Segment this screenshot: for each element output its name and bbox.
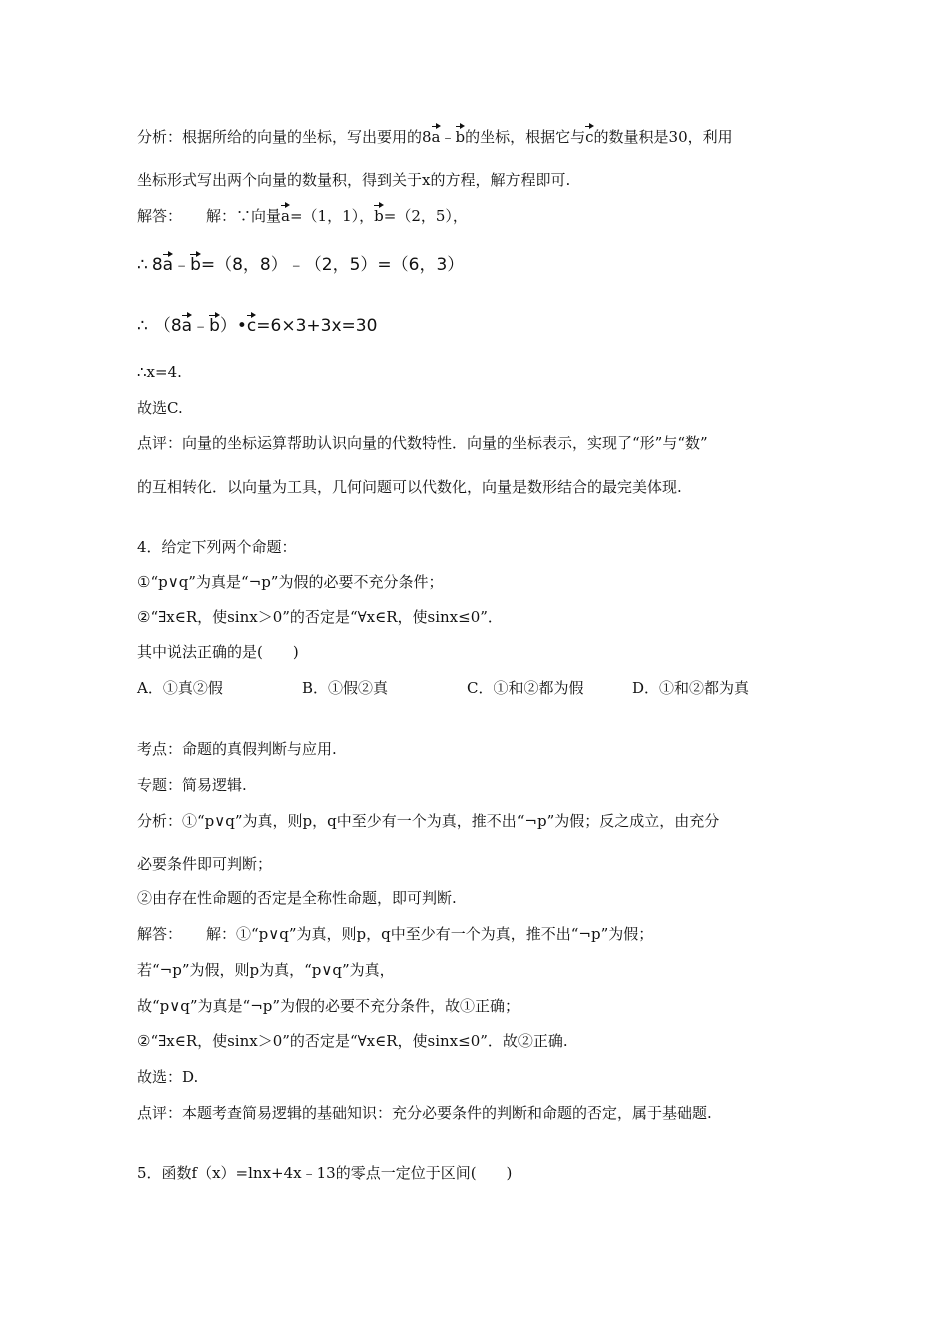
q4-zhuanti: 专题：简易逻辑.: [137, 776, 247, 794]
vector-b: b: [456, 124, 466, 144]
q4-solution-1: 解答： 解：①“p∨q”为真，则p，q中至少有一个为真，推不出“¬p”为假；: [137, 925, 654, 943]
step-2: ∴ （8a﹣b）•c=6×3+3x=30: [137, 313, 377, 336]
vector-a: a: [432, 124, 441, 144]
q4-analysis-2: 必要条件即可判断；: [137, 855, 273, 873]
q4-analysis-3: ②由存在性命题的否定是全称性命题，即可判断.: [137, 889, 457, 907]
q4-ask: 其中说法正确的是( ): [137, 643, 299, 661]
comment-line-2: 的互相转化．以向量为工具，几何问题可以代数化，向量是数形结合的最完美体现.: [137, 478, 682, 496]
q4-analysis-1: 分析：①“p∨q”为真，则p，q中至少有一个为真，推不出“¬p”为假；反之成立，由充分: [137, 812, 720, 830]
vector-b: b: [374, 203, 384, 223]
q4-prop-1: ①“p∨q”为真是“¬p”为假的必要不充分条件；: [137, 573, 444, 591]
analysis-line-1: 分析：根据所给的向量的坐标，写出要用的8a﹣b的坐标，根据它与c的数量积是30，利用: [137, 124, 733, 147]
vector-c: c: [247, 313, 256, 333]
vector-a: a: [281, 203, 290, 223]
q4-prop-2: ②“∃x∈R，使sinx＞0”的否定是“∀x∈R，使sinx≤0”．: [137, 608, 503, 626]
q4-stem: 4．给定下列两个命题：: [137, 538, 297, 556]
q4-comment: 点评：本题考查简易逻辑的基础知识：充分必要条件的判断和命题的否定，属于基础题.: [137, 1104, 712, 1122]
vector-b: b: [190, 252, 201, 272]
q4-choice: 故选：D.: [137, 1068, 199, 1086]
q4-kaodian: 考点：命题的真假判断与应用.: [137, 740, 337, 758]
q4-option-a: A．①真②假: [137, 679, 223, 697]
solution-line: 解答： 解：∵向量a=（1，1），b=（2，5），: [137, 203, 468, 226]
result-line: ∴x=4.: [137, 363, 182, 381]
q4-solution-3: 故“p∨q”为真是“¬p”为假的必要不充分条件，故①正确；: [137, 997, 521, 1015]
q4-option-c: C．①和②都为假: [467, 679, 584, 697]
vector-c: c: [585, 124, 593, 144]
analysis-line-2: 坐标形式写出两个向量的数量积，得到关于x的方程，解方程即可.: [137, 171, 571, 189]
vector-b: b: [209, 313, 220, 333]
q4-option-b: B．①假②真: [302, 679, 389, 697]
comment-line-1: 点评：向量的坐标运算帮助认识向量的代数特性．向量的坐标表示，实现了“形”与“数”: [137, 434, 708, 452]
q4-option-d: D．①和②都为真: [632, 679, 750, 697]
q5-stem: 5．函数f（x）=lnx+4x﹣13的零点一定位于区间( ): [137, 1164, 513, 1182]
choice-line: 故选C.: [137, 399, 183, 417]
q4-solution-4: ②“∃x∈R，使sinx＞0”的否定是“∀x∈R，使sinx≤0”．故②正确.: [137, 1032, 568, 1050]
step-1: ∴ 8a﹣b=（8，8）﹣（2，5）=（6，3）: [137, 252, 464, 275]
q4-solution-2: 若“¬p”为假，则p为真，“p∨q”为真，: [137, 961, 395, 979]
vector-a: a: [163, 252, 173, 272]
vector-a: a: [182, 313, 192, 333]
